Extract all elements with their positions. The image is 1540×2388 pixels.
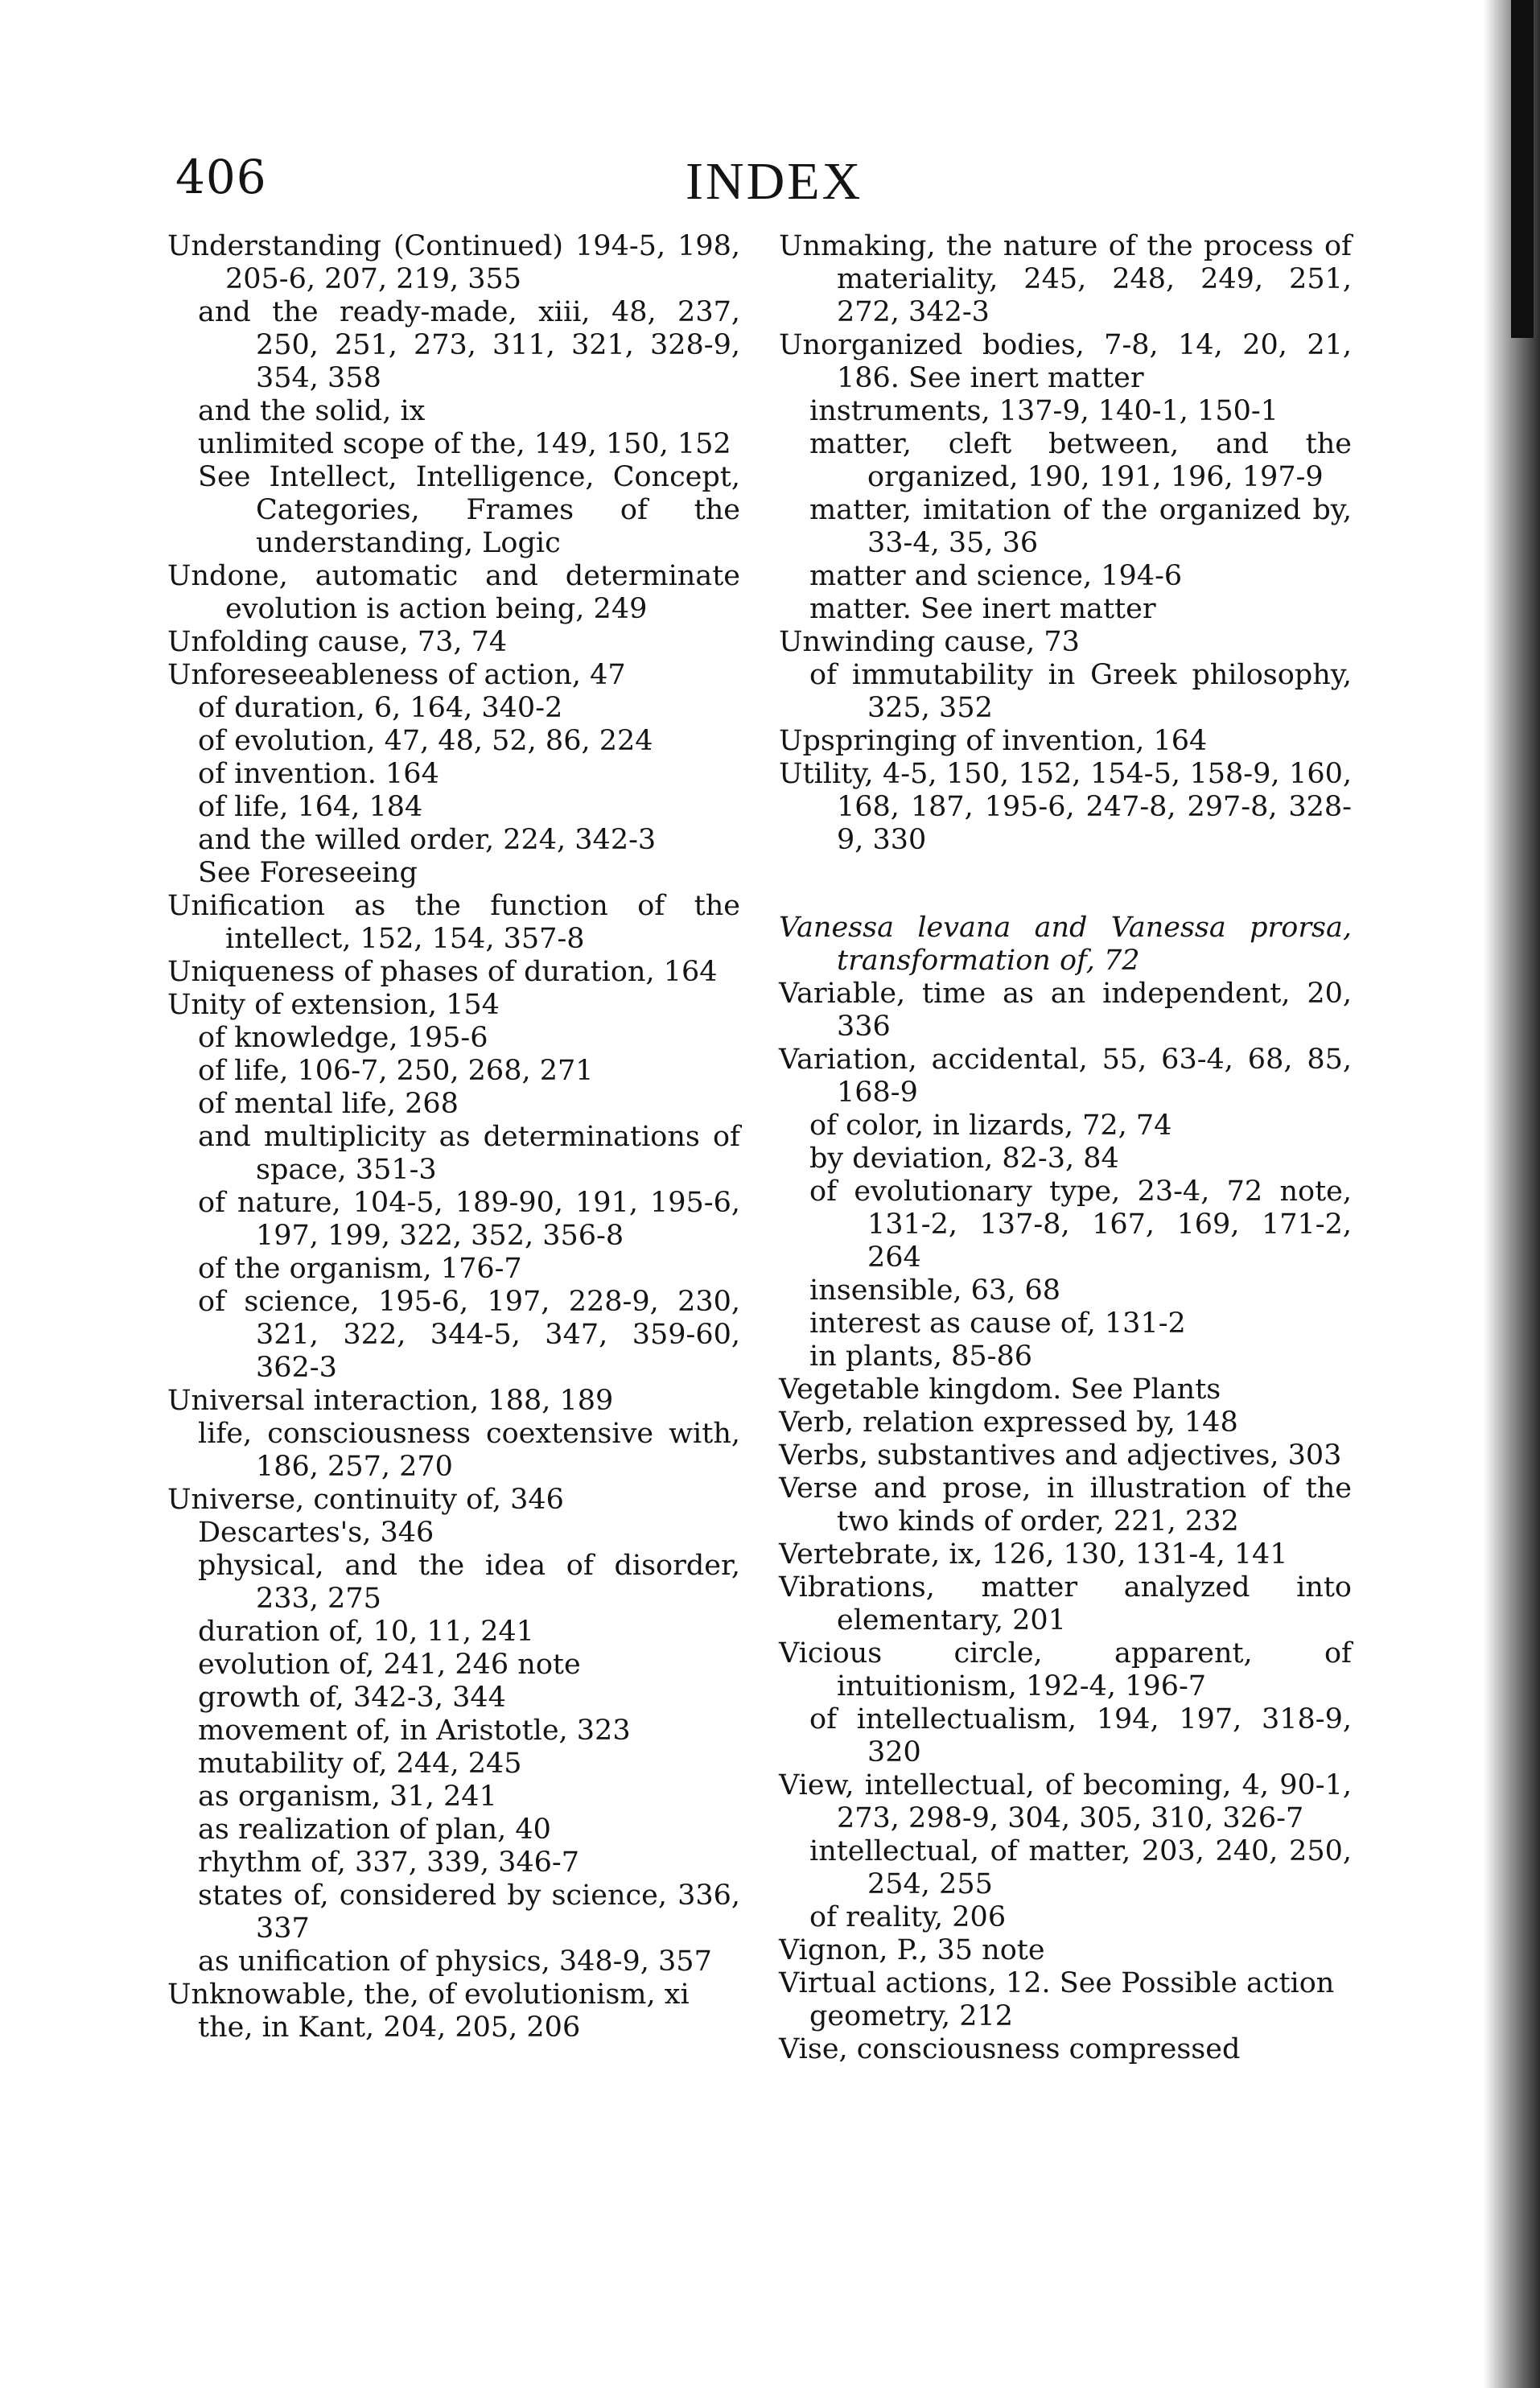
index-subentry: mutability of, 244, 245	[198, 1748, 522, 1780]
index-subentry: as organism, 31, 241	[198, 1781, 497, 1813]
index-subentry: and the solid, ix	[198, 395, 426, 427]
index-entry: Upspringing of invention, 164	[779, 725, 1208, 757]
index-column-right	[779, 230, 1352, 2066]
index-entry: Universe, continuity of, 346	[167, 1484, 564, 1516]
index-subentry: of nature, 104-5, 189-90, 191, 195-6, 197, 199, 322, 352, 356-8	[198, 1187, 740, 1252]
index-subentry: duration of, 10, 11, 241	[198, 1616, 534, 1648]
index-entry: Undone, automatic and determinate evolution is action being, 249	[167, 560, 740, 625]
index-subentry: growth of, 342-3, 344	[198, 1682, 506, 1714]
page-number: 406	[175, 150, 267, 204]
index-entry: Uniqueness of phases of duration, 164	[167, 956, 718, 988]
index-subentry: life, consciousness coextensive with, 186, 257, 270	[198, 1418, 740, 1483]
index-entry: Unification as the function of the intellect, 152, 154, 357-8	[167, 890, 740, 955]
running-head: INDEX	[686, 152, 863, 211]
index-entry: Vegetable kingdom. See Plants	[779, 1373, 1221, 1406]
index-entry: Unwinding cause, 73	[779, 626, 1080, 658]
index-subentry: of the organism, 176-7	[198, 1253, 522, 1285]
index-entry: Vise, consciousness compressed	[779, 2033, 1241, 2065]
index-subentry: of intellectualism, 194, 197, 318-9, 320	[809, 1703, 1352, 1768]
index-entry: Verse and prose, in illustration of the two kinds of order, 221, 232	[779, 1472, 1352, 1538]
index-subentry: physical, and the idea of disorder, 233, 275	[198, 1550, 740, 1615]
index-entry: Virtual actions, 12. See Possible action	[779, 1967, 1335, 1999]
index-subentry: matter and science, 194-6	[809, 560, 1183, 592]
index-subentry: and the willed order, 224, 342-3	[198, 824, 657, 856]
index-entry: Unknowable, the, of evolutionism, xi	[167, 1978, 690, 2011]
index-subentry: Descartes's, 346	[198, 1517, 434, 1549]
index-subentry: matter, imitation of the organized by, 33-4, 35, 36	[809, 494, 1352, 559]
index-subentry: evolution of, 241, 246 note	[198, 1649, 581, 1681]
index-subentry: of evolutionary type, 23-4, 72 note, 131-2, 137-8, 167, 169, 171-2, 264	[809, 1175, 1352, 1274]
index-entry: Verb, relation expressed by, 148	[779, 1406, 1238, 1439]
index-subentry: of mental life, 268	[198, 1088, 459, 1120]
index-entry: Vicious circle, apparent, of intuitionism, 192-4, 196-7	[779, 1637, 1352, 1702]
index-subentry: and the ready-made, xiii, 48, 237, 250, 251, 273, 311, 321, 328-9, 354, 358	[198, 296, 740, 394]
letter-section-gap	[779, 857, 1352, 912]
index-subentry: states of, considered by science, 336, 337	[198, 1880, 740, 1945]
index-subentry: instruments, 137-9, 140-1, 150-1	[809, 395, 1279, 427]
index-entry: Unfolding cause, 73, 74	[167, 626, 508, 658]
index-entry: Vanessa levana and Vanessa prorsa, transformation of, 72	[779, 912, 1352, 977]
index-subentry: geometry, 212	[809, 2000, 1014, 2032]
index-subentry: movement of, in Aristotle, 323	[198, 1715, 631, 1747]
index-subentry: See Foreseeing	[198, 857, 418, 889]
index-subentry: and multiplicity as determinations of space, 351-3	[198, 1121, 740, 1186]
index-entry: Vignon, P., 35 note	[779, 1934, 1045, 1966]
index-subentry: as realization of plan, 40	[198, 1814, 551, 1846]
index-subentry: in plants, 85-86	[809, 1340, 1033, 1373]
index-entry: Universal interaction, 188, 189	[167, 1385, 614, 1417]
index-subentry: intellectual, of matter, 203, 240, 250, 254, 255	[809, 1835, 1352, 1900]
binding-edge-mark	[1511, 0, 1534, 338]
index-subentry: of invention. 164	[198, 758, 439, 790]
index-subentry: interest as cause of, 131-2	[809, 1307, 1186, 1340]
index-subentry: as unification of physics, 348-9, 357	[198, 1945, 712, 1978]
index-subentry: of immutability in Greek philosophy, 325, 352	[809, 659, 1352, 724]
index-entry: Unorganized bodies, 7-8, 14, 20, 21, 186. See inert matter	[779, 329, 1352, 394]
index-subentry: of science, 195-6, 197, 228-9, 230, 321, 322, 344-5, 347, 359-60, 362-3	[198, 1286, 740, 1384]
index-entry: Unforeseeableness of action, 47	[167, 659, 626, 691]
index-entry: Variation, accidental, 55, 63-4, 68, 85, 168-9	[779, 1044, 1352, 1109]
index-subentry: of duration, 6, 164, 340-2	[198, 692, 563, 724]
index-entry: Vertebrate, ix, 126, 130, 131-4, 141	[779, 1538, 1288, 1571]
index-subentry: by deviation, 82-3, 84	[809, 1143, 1119, 1175]
index-entry: Verbs, substantives and adjectives, 303	[779, 1439, 1342, 1472]
index-subentry: of life, 164, 184	[198, 791, 423, 823]
index-subentry: of reality, 206	[809, 1901, 1007, 1933]
index-column-left	[167, 230, 740, 2044]
index-entry: Understanding (Continued) 194-5, 198, 205-6, 207, 219, 355	[167, 230, 740, 295]
index-subentry: of color, in lizards, 72, 74	[809, 1110, 1172, 1142]
index-subentry: unlimited scope of the, 149, 150, 152	[198, 428, 731, 460]
index-entry: Variable, time as an independent, 20, 336	[779, 978, 1352, 1043]
index-entry: Unmaking, the nature of the process of materiality, 245, 248, 249, 251, 272, 342-3	[779, 230, 1352, 328]
index-entry: View, intellectual, of becoming, 4, 90-1, 273, 298-9, 304, 305, 310, 326-7	[779, 1769, 1352, 1834]
index-subentry: the, in Kant, 204, 205, 206	[198, 2011, 581, 2044]
index-entry: Unity of extension, 154	[167, 989, 500, 1021]
index-subentry: matter. See inert matter	[809, 593, 1156, 625]
index-subentry: of knowledge, 195-6	[198, 1022, 488, 1054]
index-subentry: insensible, 63, 68	[809, 1274, 1060, 1307]
page-edge-shadow	[1484, 0, 1540, 2388]
index-entry: Utility, 4-5, 150, 152, 154-5, 158-9, 160, 168, 187, 195-6, 247-8, 297-8, 328-9, 330	[779, 758, 1352, 856]
index-subentry: of life, 106-7, 250, 268, 271	[198, 1055, 594, 1087]
index-subentry: rhythm of, 337, 339, 346-7	[198, 1847, 580, 1879]
index-subentry: matter, cleft between, and the organized, 190, 191, 196, 197-9	[809, 428, 1352, 493]
index-entry: Vibrations, matter analyzed into elementary, 201	[779, 1571, 1352, 1637]
index-subentry: of evolution, 47, 48, 52, 86, 224	[198, 725, 653, 757]
index-subentry: See Intellect, Intelligence, Concept, Categories, Frames of the understanding, Logic	[198, 461, 740, 559]
